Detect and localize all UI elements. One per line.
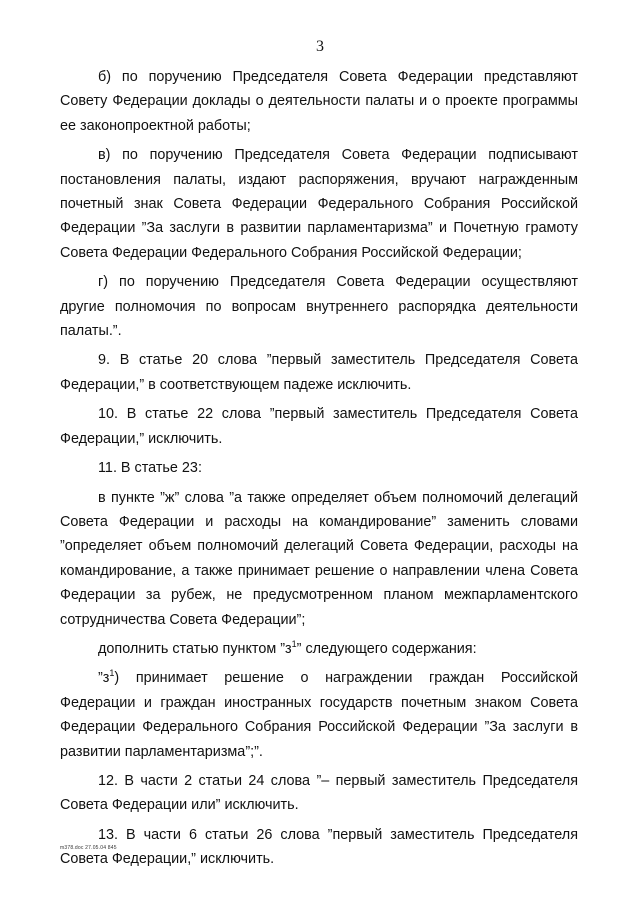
paragraph-z1-text-a: ”з bbox=[98, 670, 110, 687]
superscript-1: 1 bbox=[291, 638, 297, 649]
superscript-1: 1 bbox=[109, 668, 115, 679]
paragraph-add-z1 bbox=[60, 637, 578, 661]
paragraph-item-11-zh: в пункте ”ж” слова ”а также определяет объем полномочий делегаций Совета Федерации и расходы на командирование” заменить словами ”определяет объем полномочий делегаций Совета Федерации, расходы на командирование, а также принимает решение о направлении члена Совета Федерации за рубеж, не предусмотренном планом межпарламентского сотрудничества Совета Федерации”; bbox=[60, 489, 578, 628]
paragraph-z1-content bbox=[60, 666, 578, 764]
paragraph-v: в) по поручению Председателя Совета Федерации подписывают постановления палаты, издают распоряжения, вручают награжденным почетный знак Совета Федерации Федерального Собрания Российской Федерации ”За заслуги в развитии парламентаризма” и Почетную грамоту Совета Федерации Федерального Собрания Российской Федерации; bbox=[60, 147, 578, 261]
document-body bbox=[60, 65, 578, 877]
paragraph-item-10: 10. В статье 22 слова ”первый заместитель Председателя Совета Федерации,” исключить. bbox=[60, 406, 578, 447]
paragraph-item-13: 13. В части 6 статьи 26 слова ”первый заместитель Председателя Совета Федерации,” исключить. bbox=[60, 826, 578, 868]
paragraph-add-z1-text-b: ” следующего содержания: bbox=[296, 640, 477, 657]
paragraph-item-12: 12. В части 2 статьи 24 слова ”– первый заместитель Председателя Совета Федерации или” исключить. bbox=[60, 772, 578, 814]
paragraph-g: г) по поручению Председателя Совета Федерации осуществляют другие полномочия по вопросам внутреннего распорядка деятельности палаты.”. bbox=[60, 274, 578, 340]
paragraph-item-9: 9. В статье 20 слова ”первый заместитель Председателя Совета Федерации,” в соответствующем падеже исключить. bbox=[60, 352, 578, 393]
page-number: 3 bbox=[316, 38, 324, 55]
paragraph-item-11: 11. В статье 23: bbox=[98, 460, 202, 477]
paragraph-add-z1-text-a: дополнить статью пунктом ”з bbox=[98, 640, 292, 657]
paragraph-b: б) по поручению Председателя Совета Федерации представляют Совету Федерации доклады о деятельности палаты и о проекте программы ее законопроектной работы; bbox=[60, 69, 578, 134]
paragraph-z1-text-b: ) принимает решение о награждении граждан Российской Федерации и граждан иностранных государств почетным знаком Совета Федерации Федерального Собрания Российской Федерации ”За заслуги в развитии парламентаризма”;”. bbox=[60, 670, 578, 760]
footer-file-stamp: m378.doc 27.05.04 845 bbox=[60, 845, 117, 851]
